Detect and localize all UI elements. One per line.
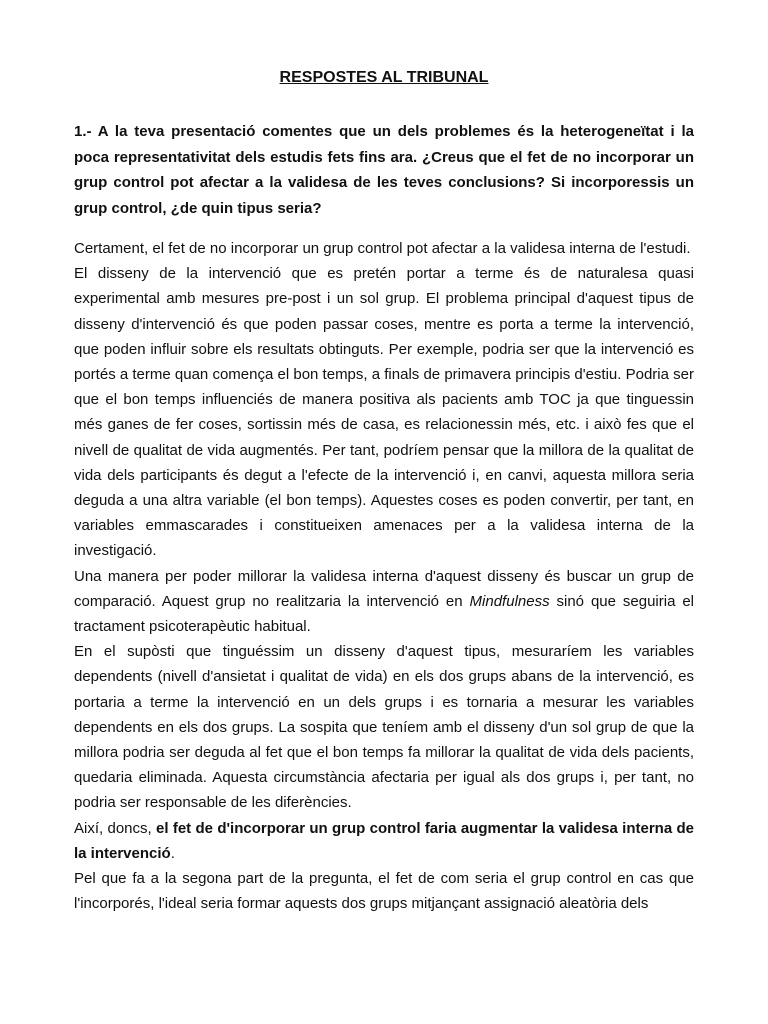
answer-paragraph-4: En el supòsti que tinguéssim un disseny d'aquest tipus, mesuraríem les variables dependents (nivell d'ansietat i qualitat de vida) en els dos grups abans de la intervenció, es portaria a terme la intervenció en un dels grups i es tornaria a mesurar les variables dependents en els dos grups. La sospita que teníem amb el disseny d'un sol grup de que la millora podria ser deguda al fet que el bon temps fa millorar la qualitat de vida dels pacients, quedaria eliminada. Aquesta circumstància afectaria per igual als dos grups i, per tant, no podria ser responsable de les diferències. <box>74 643 694 812</box>
answer-body <box>74 236 694 916</box>
answer-paragraph-3 <box>74 564 694 640</box>
mindfulness-term: Mindfulness <box>469 592 550 610</box>
answer-paragraph-2: El disseny de la intervenció que es pretén portar a terme és de naturalesa quasi experimental amb mesures pre-post i un sol grup. El problema principal d'aquest tipus de disseny d'intervenció és que poden passar coses, mentre es porta a terme la intervenció, que poden influir sobre els resultats obtinguts. Per exemple, podria ser que la intervenció es portés a terme quan comença el bon temps, a finals de primavera principis d'estiu. Podria ser que el bon temps influenciés de manera positiva als pacients amb TOC ja que tinguessin més ganes de fer coses, sortissin més de casa, es relacionessin més, etc. i això fes que el nivell de qualitat de vida augmentés. Per tant, podríem pensar que la millora de la qualitat de vida dels participants és degut a l'efecte de la intervenció i, en canvi, aquesta millora seria deguda a una altra variable (el bon temps). Aquestes coses es poden convertir, per tant, en variables emmascarades i constitueixen amenaces per a la validesa interna de la investigació. <box>74 265 694 560</box>
answer-paragraph-3-text-a: Una manera per poder millorar la validesa interna d'aquest disseny és buscar un grup de comparació. Aquest grup no realitzaria la intervenció en <box>74 567 694 610</box>
answer-paragraph-5 <box>74 816 694 866</box>
answer-paragraph-3-text-b: sinó que seguiria el tractament psicoterapèutic habitual. <box>74 592 695 636</box>
document-title: RESPOSTES AL TRIBUNAL <box>279 69 489 86</box>
answer-paragraph-6: Pel que fa a la segona part de la pregunta, el fet de com seria el grup control en cas que l'incorporés, l'ideal seria formar aquests dos grups mitjançant assignació aleatòria dels <box>74 870 694 913</box>
conclusion-highlight: el fet de d'incorporar un grup control faria augmentar la validesa interna de la intervenció <box>74 819 695 862</box>
answer-paragraph-1: Certament, el fet de no incorporar un grup control pot afectar a la validesa interna de l'estudi. <box>74 240 691 257</box>
question-1: 1.- A la teva presentació comentes que un dels problemes és la heterogeneïtat i la poca representativitat dels estudis fets fins ara. ¿Creus que el fet de no incorporar un grup control pot afectar a la validesa de les teves conclusions? Si incorporessis un grup control, ¿de quin tipus seria? <box>74 123 694 217</box>
answer-paragraph-5-text-b: . <box>170 844 175 862</box>
answer-paragraph-5-text-a: Així, doncs, <box>74 819 157 837</box>
